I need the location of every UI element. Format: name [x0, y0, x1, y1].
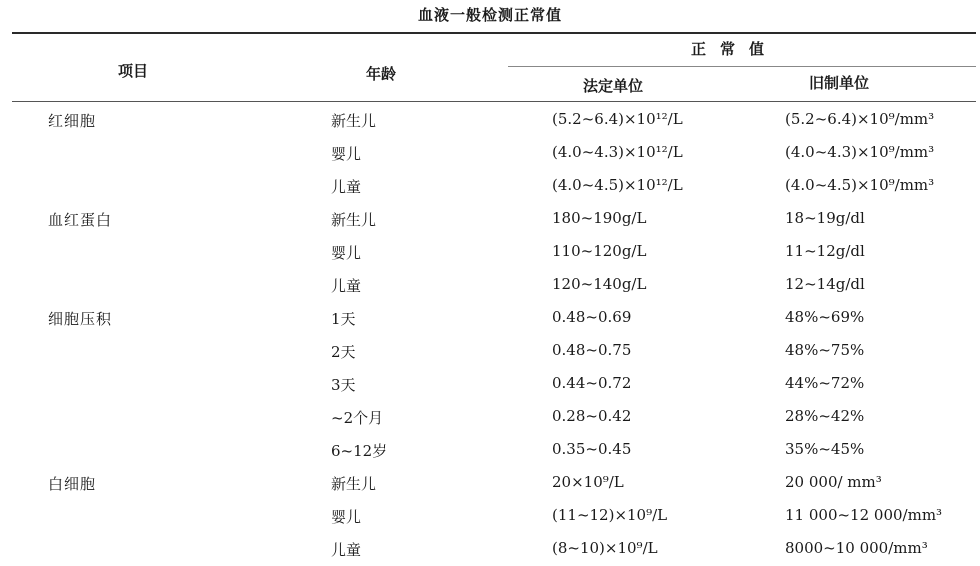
cell-item: 细胞压积 — [48, 310, 113, 328]
cell-old-unit: 48%~75% — [785, 341, 865, 359]
cell-old-unit: 44%~72% — [785, 374, 865, 392]
cell-legal-unit: (4.0~4.5)×10¹²/L — [552, 176, 683, 194]
cell-legal-unit: 0.28~0.42 — [552, 407, 632, 425]
table-row — [0, 302, 980, 335]
table-row — [0, 368, 980, 401]
header-legal-unit: 法定单位 — [583, 77, 644, 95]
cell-legal-unit: 20×10⁹/L — [552, 473, 624, 491]
cell-age: 新生儿 — [331, 112, 377, 130]
table-row — [0, 137, 980, 170]
header-normal-value: 正常值 — [691, 40, 779, 58]
cell-legal-unit: 0.35~0.45 — [552, 440, 632, 458]
header-old-unit: 旧制单位 — [809, 74, 870, 92]
header-age: 年龄 — [366, 65, 397, 83]
cell-old-unit: 20 000/ mm³ — [785, 473, 882, 491]
cell-age: 新生儿 — [331, 211, 377, 229]
cell-age: 儿童 — [331, 277, 362, 295]
cell-old-unit: 18~19g/dl — [785, 209, 865, 227]
cell-age: 6~12岁 — [331, 442, 388, 460]
cell-legal-unit: (5.2~6.4)×10¹²/L — [552, 110, 683, 128]
cell-legal-unit: 180~190g/L — [552, 209, 647, 227]
cell-age: 儿童 — [331, 541, 362, 559]
table-row — [0, 104, 980, 137]
cell-old-unit: 8000~10 000/mm³ — [785, 539, 928, 557]
cell-old-unit: 12~14g/dl — [785, 275, 865, 293]
cell-old-unit: 28%~42% — [785, 407, 865, 425]
cell-old-unit: 11 000~12 000/mm³ — [785, 506, 943, 524]
cell-old-unit: (4.0~4.3)×10⁹/mm³ — [785, 143, 935, 161]
cell-age: 婴儿 — [331, 508, 362, 526]
cell-age: ~2个月 — [331, 409, 384, 427]
cell-legal-unit: 120~140g/L — [552, 275, 647, 293]
cell-age: 婴儿 — [331, 244, 362, 262]
cell-age: 儿童 — [331, 178, 362, 196]
header-item: 项目 — [118, 62, 149, 80]
table-row — [0, 401, 980, 434]
cell-age: 婴儿 — [331, 145, 362, 163]
cell-legal-unit: (8~10)×10⁹/L — [552, 539, 658, 557]
cell-legal-unit: 110~120g/L — [552, 242, 647, 260]
cell-age: 3天 — [331, 376, 356, 394]
cell-old-unit: 11~12g/dl — [785, 242, 865, 260]
table-top-rule — [12, 32, 976, 34]
table-title: 血液一般检测正常值 — [417, 6, 562, 24]
table-row — [0, 434, 980, 467]
cell-item: 血红蛋白 — [48, 211, 113, 229]
cell-item: 红细胞 — [48, 112, 97, 130]
cell-age: 新生儿 — [331, 475, 377, 493]
header-bottom-rule — [12, 101, 976, 102]
table-body — [0, 104, 980, 566]
cell-item: 白细胞 — [48, 475, 97, 493]
cell-legal-unit: 0.48~0.75 — [552, 341, 632, 359]
cell-legal-unit: (11~12)×10⁹/L — [552, 506, 668, 524]
table-row — [0, 269, 980, 302]
cell-old-unit: 48%~69% — [785, 308, 865, 326]
cell-legal-unit: 0.48~0.69 — [552, 308, 632, 326]
cell-old-unit: 35%~45% — [785, 440, 865, 458]
table-row — [0, 236, 980, 269]
table-row — [0, 500, 980, 533]
cell-old-unit: (4.0~4.5)×10⁹/mm³ — [785, 176, 935, 194]
table-row — [0, 170, 980, 203]
cell-age: 2天 — [331, 343, 356, 361]
header-sub-rule — [508, 66, 976, 67]
table-row — [0, 335, 980, 368]
cell-legal-unit: 0.44~0.72 — [552, 374, 632, 392]
table-row — [0, 533, 980, 566]
table-row — [0, 467, 980, 500]
cell-legal-unit: (4.0~4.3)×10¹²/L — [552, 143, 683, 161]
table-row — [0, 203, 980, 236]
cell-age: 1天 — [331, 310, 356, 328]
cell-old-unit: (5.2~6.4)×10⁹/mm³ — [785, 110, 935, 128]
